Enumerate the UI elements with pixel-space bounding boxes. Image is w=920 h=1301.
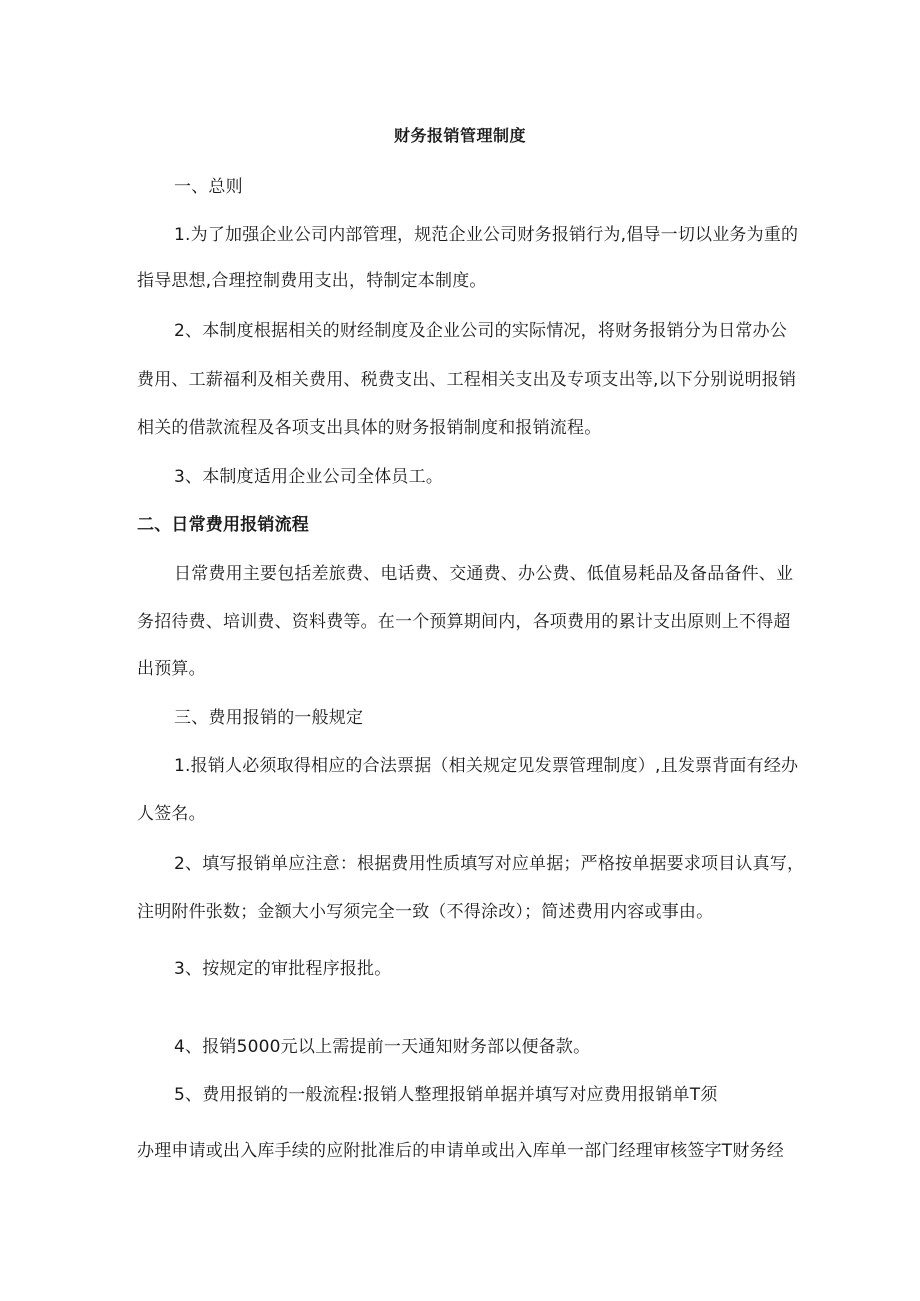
paragraph-line: 1.为了加强企业公司内部管理，规范企业公司财务报销行为,倡导一切以业务为重的 (174, 225, 799, 245)
paragraph-line: 指导思想,合理控制费用支出，特制定本制度。 (137, 271, 487, 291)
section-heading-general-rules: 三、费用报销的一般规定 (174, 708, 364, 728)
document-title: 财务报销管理制度 (393, 126, 526, 145)
paragraph-line: 注明附件张数；金额大小写须完全一致（不得涂改）；简述费用内容或事由。 (137, 902, 714, 922)
paragraph-line: 5、费用报销的一般流程:报销人整理报销单据并填写对应费用报销单T须 (174, 1085, 718, 1105)
paragraph-line: 3、按规定的审批程序报批。 (174, 959, 392, 979)
section-heading-general: 一、总则 (174, 177, 243, 197)
paragraph-line: 2、本制度根据相关的财经制度及企业公司的实际情况，将财务报销分为日常办公 (174, 321, 788, 341)
paragraph-line: 日常费用主要包括差旅费、电话费、交通费、办公费、低值易耗品及备品备件、业 (174, 564, 794, 584)
paragraph-line: 务招待费、培训费、资料费等。在一个预算期间内，各项费用的累计支出原则上不得超 (137, 612, 791, 632)
section-heading-daily-expense: 二、日常费用报销流程 (137, 515, 309, 535)
paragraph-line: 相关的借款流程及各项支出具体的财务报销制度和报销流程。 (137, 418, 602, 438)
paragraph-line: 办理申请或出入库手续的应附批准后的申请单或出入库单一部门经理审核签字T财务经 (137, 1141, 784, 1161)
paragraph-line: 4、报销5000元以上需提前一天通知财务部以便备款。 (174, 1037, 591, 1057)
paragraph-line: 出预算。 (137, 659, 206, 679)
paragraph-line: 1.报销人必须取得相应的合法票据（相关规定见发票管理制度）,且发票背面有经办 (174, 756, 799, 776)
paragraph-line: 3、本制度适用企业公司全体员工。 (174, 467, 444, 487)
paragraph-line: 2、填写报销单应注意：根据费用性质填写对应单据；严格按单据要求项目认真写， (174, 854, 805, 874)
paragraph-line: 人签名。 (137, 804, 206, 824)
paragraph-line: 费用、工薪福利及相关费用、税费支出、工程相关支出及专项支出等,以下分别说明报销 (137, 370, 797, 390)
